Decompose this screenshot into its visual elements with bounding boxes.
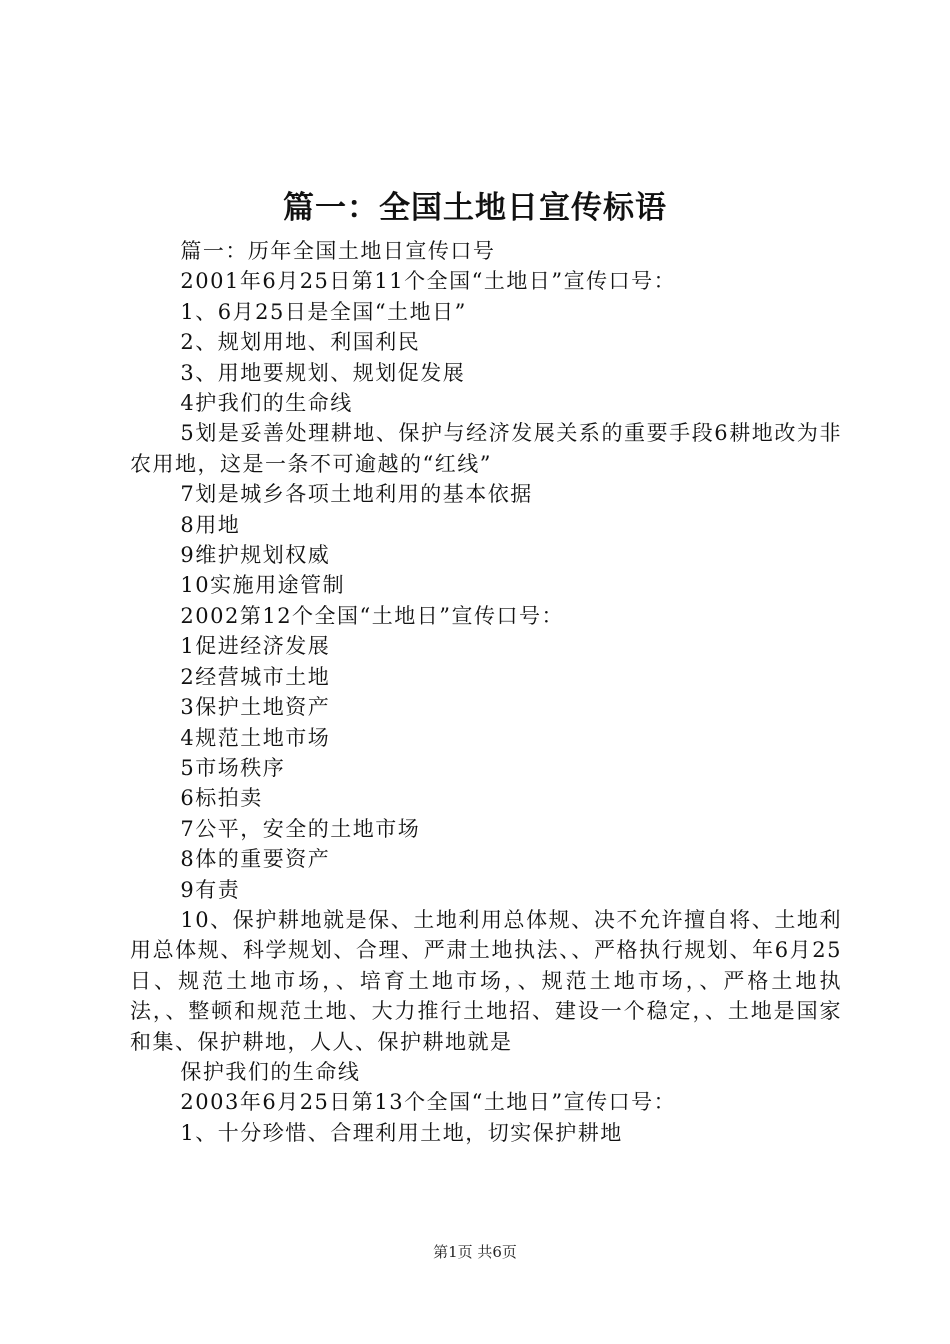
paragraph: 保护我们的生命线 — [180, 1059, 361, 1084]
document-body — [130, 236, 842, 1148]
paragraph: 4护我们的生命线 — [180, 391, 353, 416]
paragraph: 9有责 — [180, 877, 241, 902]
paragraph: 3、用地要规划、规划促发展 — [180, 360, 466, 385]
paragraph: 3保护土地资产 — [180, 695, 331, 720]
paragraph: 篇一：历年全国土地日宣传口号 — [180, 239, 496, 263]
paragraph: 7公平，安全的土地市场 — [180, 816, 421, 841]
page-footer: 第1页 共6页 — [433, 1243, 517, 1261]
paragraph: 8用地 — [180, 512, 241, 537]
paragraph: 5市场秩序 — [180, 755, 286, 780]
paragraph: 2003年6月25日第13个全国“土地日”宣传口号： — [180, 1090, 677, 1115]
paragraph: 2、规划用地、利国利民 — [180, 330, 421, 355]
paragraph: 1、十分珍惜、合理利用土地，切实保护耕地 — [180, 1120, 623, 1145]
paragraph: 5划是妥善处理耕地、保护与经济发展关系的重要手段6耕地改为非农用地，这是一条不可逾越的“红线” — [130, 421, 842, 476]
paragraph: 6标拍卖 — [180, 786, 263, 811]
paragraph: 1、6月25日是全国“土地日” — [180, 299, 467, 324]
paragraph: 10实施用途管制 — [180, 573, 346, 598]
paragraph: 8体的重要资产 — [180, 847, 331, 872]
paragraph: 1促进经济发展 — [180, 634, 331, 659]
paragraph: 4规范土地市场 — [180, 725, 331, 750]
paragraph: 10、保护耕地就是保、土地利用总体规、决不允许擅自将、土地利用总体规、科学规划、合理、严肃土地执法、、严格执行规划、年6月25日、规范土地市场，、培育土地市场，、规范土地市场，、严格土地执法，、整顿和规范土地、大力推行土地招、建设一个稳定，、土地是国家和集、保护耕地，人人、保护耕地就是 — [130, 907, 842, 1054]
paragraph: 2002第12个全国“土地日”宣传口号： — [180, 603, 565, 628]
paragraph: 2001年6月25日第11个全国“土地日”宣传口号： — [180, 269, 677, 294]
paragraph: 7划是城乡各项土地利用的基本依据 — [180, 482, 533, 507]
document-title: 篇一：全国土地日宣传标语 — [283, 190, 667, 226]
paragraph: 2经营城市土地 — [180, 664, 331, 689]
paragraph: 9维护规划权威 — [180, 543, 331, 568]
